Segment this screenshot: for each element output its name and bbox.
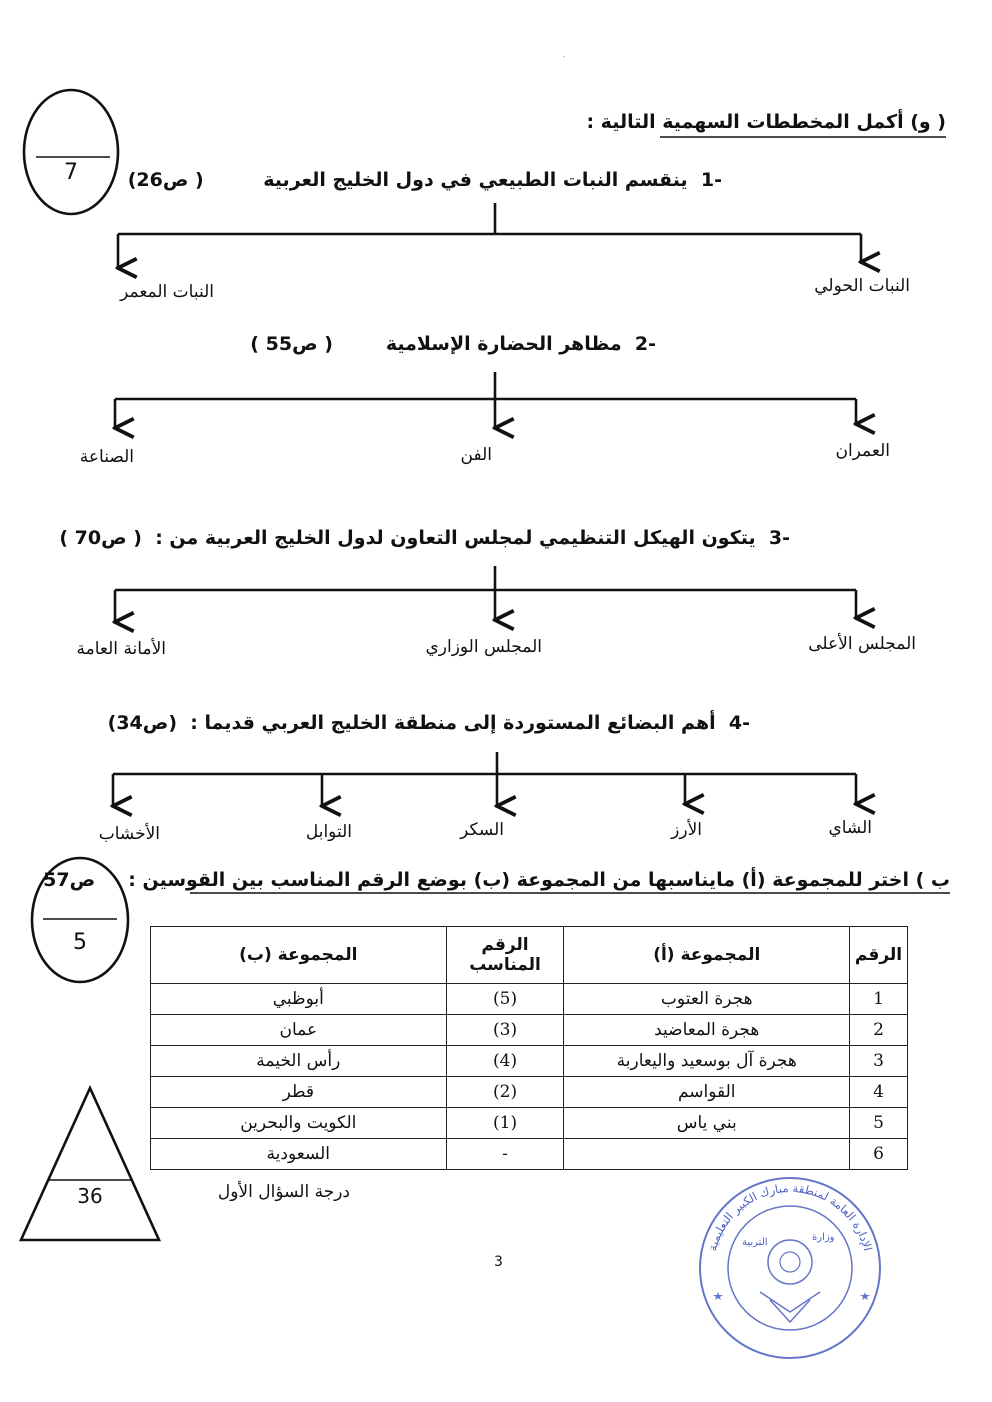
table-row — [151, 984, 908, 1015]
diagram-4-leaf-5: الأخشاب — [98, 824, 160, 844]
diagram-2-leaf-1: العمران — [835, 441, 890, 461]
row-group-a: هجرة المعاضيد — [564, 1015, 850, 1046]
diagram-2-title: مظاهر الحضارة الإسلامية — [385, 333, 622, 355]
row-match: - — [446, 1139, 564, 1170]
row-num: 4 — [850, 1077, 908, 1108]
header-group-b: المجموعة (ب) — [151, 927, 447, 984]
row-group-b: رأس الخيمة — [151, 1046, 447, 1077]
diagram-1-number: -1 — [700, 169, 722, 191]
row-group-a: هجرة آل بوسعيد واليعاربة — [564, 1046, 850, 1077]
diagram-4-number: -4 — [728, 712, 750, 734]
page-number: 3 — [494, 1254, 503, 1270]
row-match: (4) — [446, 1046, 564, 1077]
row-match: (5) — [446, 984, 564, 1015]
diagram-3-title: يتكون الهيكل التنظيمي لمجلس التعاون لدول الخليج العربية من : — [155, 527, 756, 549]
diagram-3-arrows — [115, 566, 856, 622]
table-row — [151, 1015, 908, 1046]
diagram-2-leaf-2: الفن — [460, 445, 492, 465]
score-7-value: 7 — [64, 160, 78, 185]
table-row — [151, 1108, 908, 1139]
row-num: 1 — [850, 984, 908, 1015]
row-group-b: أبوظبي — [151, 984, 447, 1015]
table-row — [151, 1139, 908, 1170]
diagram-1-leaf-1: النبات الحولي — [814, 276, 910, 296]
row-group-a — [564, 1139, 850, 1170]
matching-table — [150, 926, 908, 1170]
diagram-3-leaf-1: المجلس الأعلى — [808, 634, 916, 654]
diagram-1-leaf-2: النبات المعمر — [120, 282, 214, 302]
diagram-2-page-ref: ( ص55 ) — [250, 333, 333, 355]
diagram-1-page-ref: ( ص26) — [127, 169, 204, 191]
diagram-2-heading — [250, 333, 656, 355]
row-group-b: قطر — [151, 1077, 447, 1108]
diagram-4-leaf-1: الشاي — [828, 818, 872, 838]
stamp-outer-text: الإدارة العامة لمنطقة مبارك الكبير التعليمية — [705, 1180, 875, 1253]
row-num: 3 — [850, 1046, 908, 1077]
diagram-3-leaf-3: الأمانة العامة — [76, 639, 166, 659]
diagram-3-heading — [59, 527, 790, 549]
row-num: 2 — [850, 1015, 908, 1046]
total-score-label: درجة السؤال الأول — [217, 1182, 350, 1202]
row-match: (2) — [446, 1077, 564, 1108]
row-match: (1) — [446, 1108, 564, 1139]
top-mark: ٠ — [562, 52, 567, 61]
diagram-3-page-ref: ( ص70 ) — [59, 527, 142, 549]
diagram-1-arrows — [118, 203, 861, 268]
section-b-instruction: ب ) اختر للمجموعة (أ) مايناسبها من المجموعة (ب) بوضع الرقم المناسب بين القوسين : — [128, 869, 950, 891]
diagram-3-number: -3 — [768, 527, 790, 549]
total-score-value: 36 — [77, 1184, 103, 1208]
diagram-3-leaf-2: المجلس الوزاري — [425, 637, 542, 657]
diagram-4-page-ref: (ص34) — [107, 712, 178, 734]
diagram-4-heading — [108, 712, 750, 734]
section-b-title — [43, 869, 950, 891]
row-match: (3) — [446, 1015, 564, 1046]
diagram-1-title: ينقسم النبات الطبيعي في دول الخليج العربية — [263, 169, 688, 191]
diagram-4-leaf-3: السكر — [460, 820, 504, 840]
diagram-4-arrows — [113, 752, 856, 806]
header-match: الرقم المناسب — [446, 927, 564, 984]
diagram-4-title: أهم البضائع المستوردة إلى منطقة الخليج العربي قديما : — [190, 712, 716, 734]
section-w-title: ( و) أكمل المخططات السهمية التالية : — [586, 111, 946, 133]
diagram-2-number: -2 — [634, 333, 656, 355]
diagram-4-leaf-2: الأرز — [671, 820, 702, 840]
row-group-a: هجرة العتوب — [564, 984, 850, 1015]
row-group-b: السعودية — [151, 1139, 447, 1170]
row-num: 6 — [850, 1139, 908, 1170]
table-row — [151, 1046, 908, 1077]
stamp-inner-right: وزارة — [812, 1232, 835, 1243]
row-group-b: عمان — [151, 1015, 447, 1046]
total-triangle — [21, 1088, 159, 1240]
diagram-1-heading — [128, 169, 722, 191]
table-header-row — [151, 927, 908, 984]
row-group-a: القواسم — [564, 1077, 850, 1108]
diagram-2-leaf-3: الصناعة — [79, 447, 134, 467]
official-stamp — [700, 1178, 880, 1358]
diagram-4-leaf-4: التوابل — [305, 822, 352, 842]
score-5-value: 5 — [73, 930, 87, 955]
table-row — [151, 1077, 908, 1108]
header-num: الرقم — [850, 927, 908, 984]
stamp-inner-left: التربية — [742, 1237, 768, 1248]
row-num: 5 — [850, 1108, 908, 1139]
score-oval-7 — [24, 90, 118, 214]
header-group-a: المجموعة (أ) — [564, 927, 850, 984]
row-group-b: الكويت والبحرين — [151, 1108, 447, 1139]
section-b-page-ref: ص57 — [43, 869, 96, 891]
row-group-a: بني ياس — [564, 1108, 850, 1139]
diagram-2-arrows — [115, 372, 856, 428]
